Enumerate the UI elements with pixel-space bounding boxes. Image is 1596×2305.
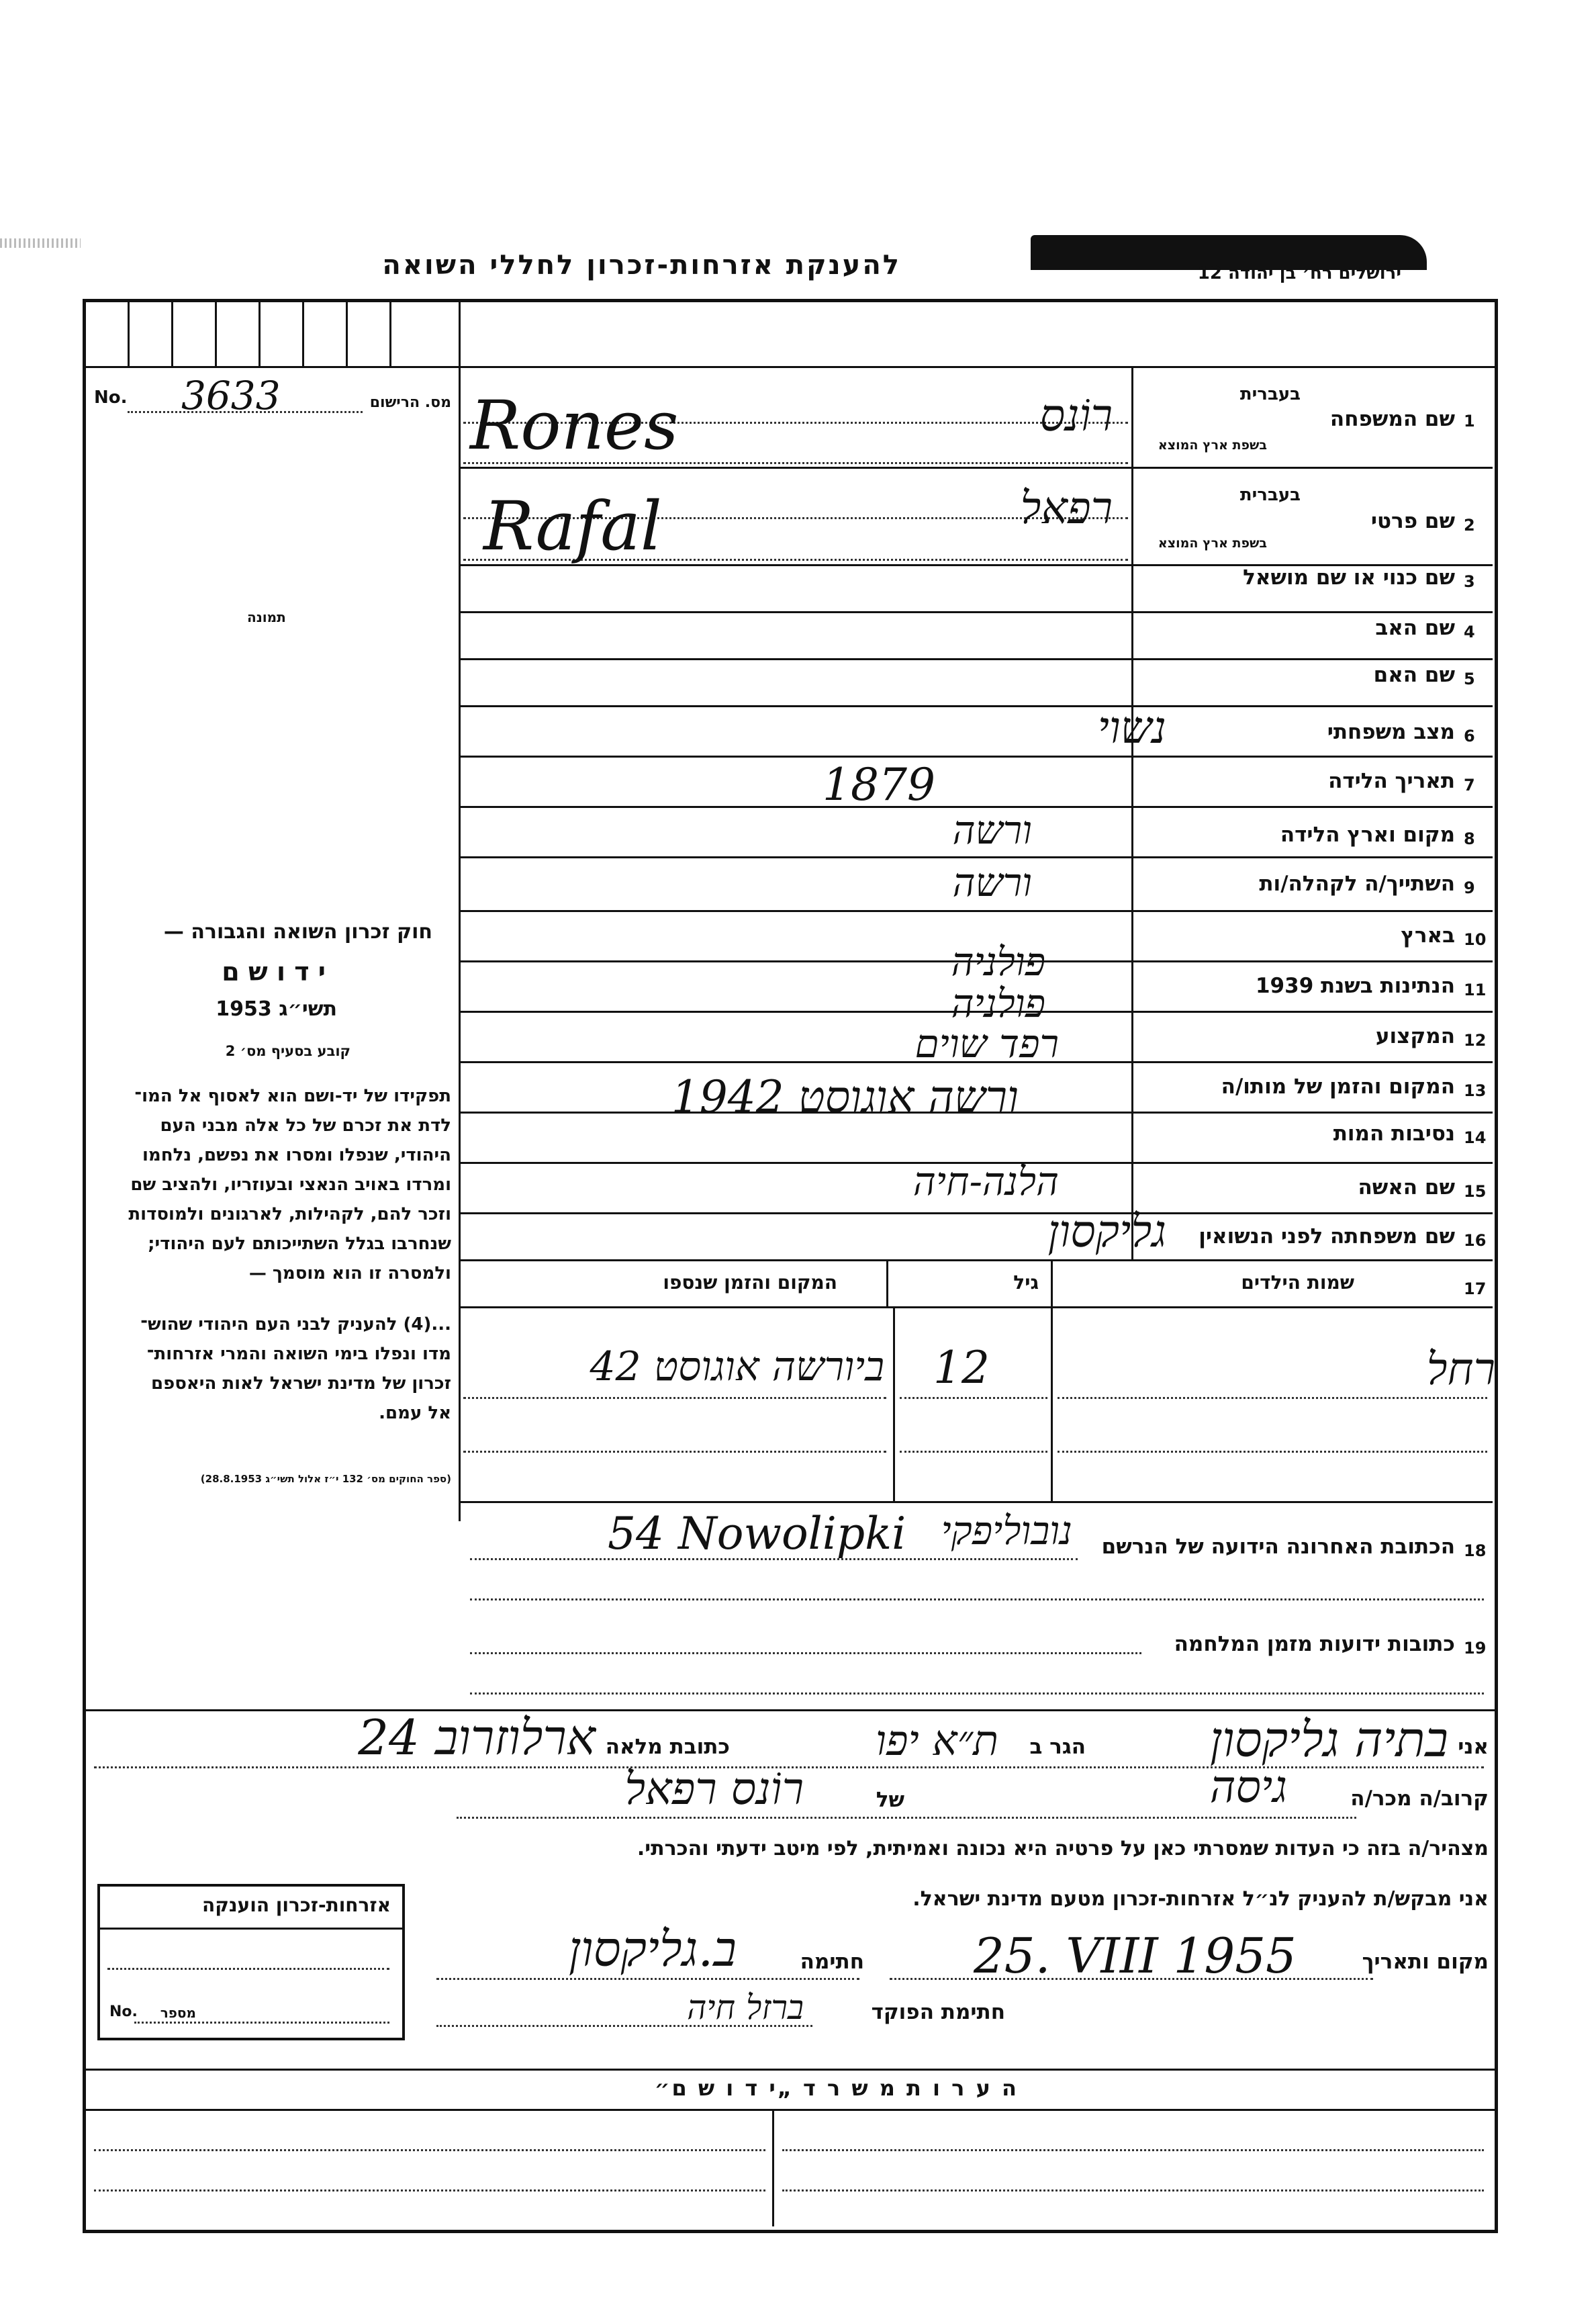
law-paragraph-2: ...(4) להעניק לבני העם היהודי שהוש־ מדו ונפלו בימי השואה והמרי אזרחות־ זכרון של מדינת ישראל לאות היאספם אל עמם. (140, 1314, 451, 1423)
value-death-place-time: ורשה אוגוסט 1942 (671, 1071, 1019, 1123)
declaration-date: 25. VIII 1955 (974, 1928, 1297, 1984)
value-last-address-latin: 54 Nowolipki (608, 1508, 906, 1560)
value-wife-name: הלנה-חיה (912, 1159, 1059, 1204)
law-name: י ד ו ש ם (222, 957, 326, 987)
col-children-age: גיל (1013, 1271, 1039, 1294)
law-title: חוק זכרון השואה והגבורה — (163, 920, 432, 944)
office-notes-title: ה ע ר ו ת מ ש ר ד „י ד ו ש ם״ (654, 2075, 1019, 2101)
label-wartime-addresses: כתובות ידועות מזמן המלחמה (1174, 1632, 1455, 1656)
declarant-signature: ב.גליקסון (568, 1921, 737, 1977)
child-age: 12 (933, 1342, 990, 1394)
value-wife-maiden-name: גליקסון (1047, 1206, 1166, 1257)
col-children-names: שמות הילדים (1241, 1271, 1354, 1294)
declarant-of-name: רוֹנס רפאל (624, 1763, 804, 1815)
col-children-place: המקום והזמן שנספו (663, 1271, 837, 1294)
officer-signature: ברזל חיה (687, 1988, 804, 2027)
grant-box-title: אזרחות-זכרון הוענקה (202, 1894, 391, 1916)
law-paragraph-1: תפקידו של יד-ושם הוא לאסוף אל המו־ לדת את זכרם של כל אלה מבני העם היהודי, שנפלו ומסרו את נפשם, נלחמו ומרדו באויב הנאצי ובעוזריו, ולהציב שם וזכר להם, לקהילות, לארגונים ולמוסדות שנחרבו בגלל השתייכותם לעם היהודי; ולמסרה זו הוא מוסמך — (128, 1086, 451, 1283)
registration-label: מס. הרישום (369, 394, 451, 411)
law-section: קובע בסעיף מס׳ 2 (225, 1043, 350, 1059)
form-title: להענקת אזרחות-זכרון לחללי השואה (382, 250, 901, 281)
request-text: אני מבקש/ת להעניק לנ״ל אזרחות-זכרון מטעם מדינת ישראל. (912, 1887, 1489, 1911)
value-birth-place: ורשה (952, 807, 1032, 853)
declarant-address: ארלוזרוב 24 (358, 1709, 596, 1766)
registration-no-label: No. (94, 388, 128, 408)
value-last-address-he: נובוליפקי (941, 1508, 1072, 1553)
value-marital-status: נשוי (1097, 702, 1166, 754)
value-family-name-latin: Rones (470, 386, 679, 465)
law-source: (ספר החוקים מס׳ 132 י״ז אלול תשי״ג 28.8.1953) (200, 1473, 451, 1485)
value-birth-date: 1879 (823, 759, 935, 811)
label-last-address: הכתובת האחרונה הידועה של הנרשם (1101, 1535, 1455, 1559)
value-first-name-latin: Rafal (483, 487, 662, 566)
value-nationality-1939: פולניה (951, 981, 1045, 1026)
child-name: רחל (1426, 1343, 1495, 1395)
declarant-relation: גיסה (1209, 1761, 1287, 1813)
photo-label: תמונה (247, 609, 286, 625)
child-place: ביורשה אוגוסט 42 (590, 1343, 884, 1390)
declarant-city: ת״א יפו (876, 1716, 998, 1765)
value-first-name-he: רפאל (1020, 482, 1113, 534)
label-first-name: שם פרטי (1370, 509, 1455, 533)
value-profession: רפד שוים (914, 1021, 1059, 1067)
law-year: תשי״ג 1953 (216, 997, 337, 1021)
scan-noise (0, 238, 81, 248)
label-family-name: שם המשפחה (1329, 407, 1455, 431)
value-family-name-he: רוֹנס (1039, 390, 1113, 441)
registration-number: 3633 (181, 373, 281, 418)
value-community: ורשה (952, 860, 1032, 905)
declaration-text: מצהיר/ה בזה כי העדות שמסרתי כאן על פרטיה היא נכונה ואמיתית, לפי מיטב ידעתי והכרתי. (637, 1837, 1489, 1860)
declarant-name: בתיה גליקסון (1209, 1711, 1448, 1768)
office-address: ירושלים רח׳ בן יהודה 12 (1197, 263, 1401, 283)
value-country: פולניה (951, 939, 1045, 985)
